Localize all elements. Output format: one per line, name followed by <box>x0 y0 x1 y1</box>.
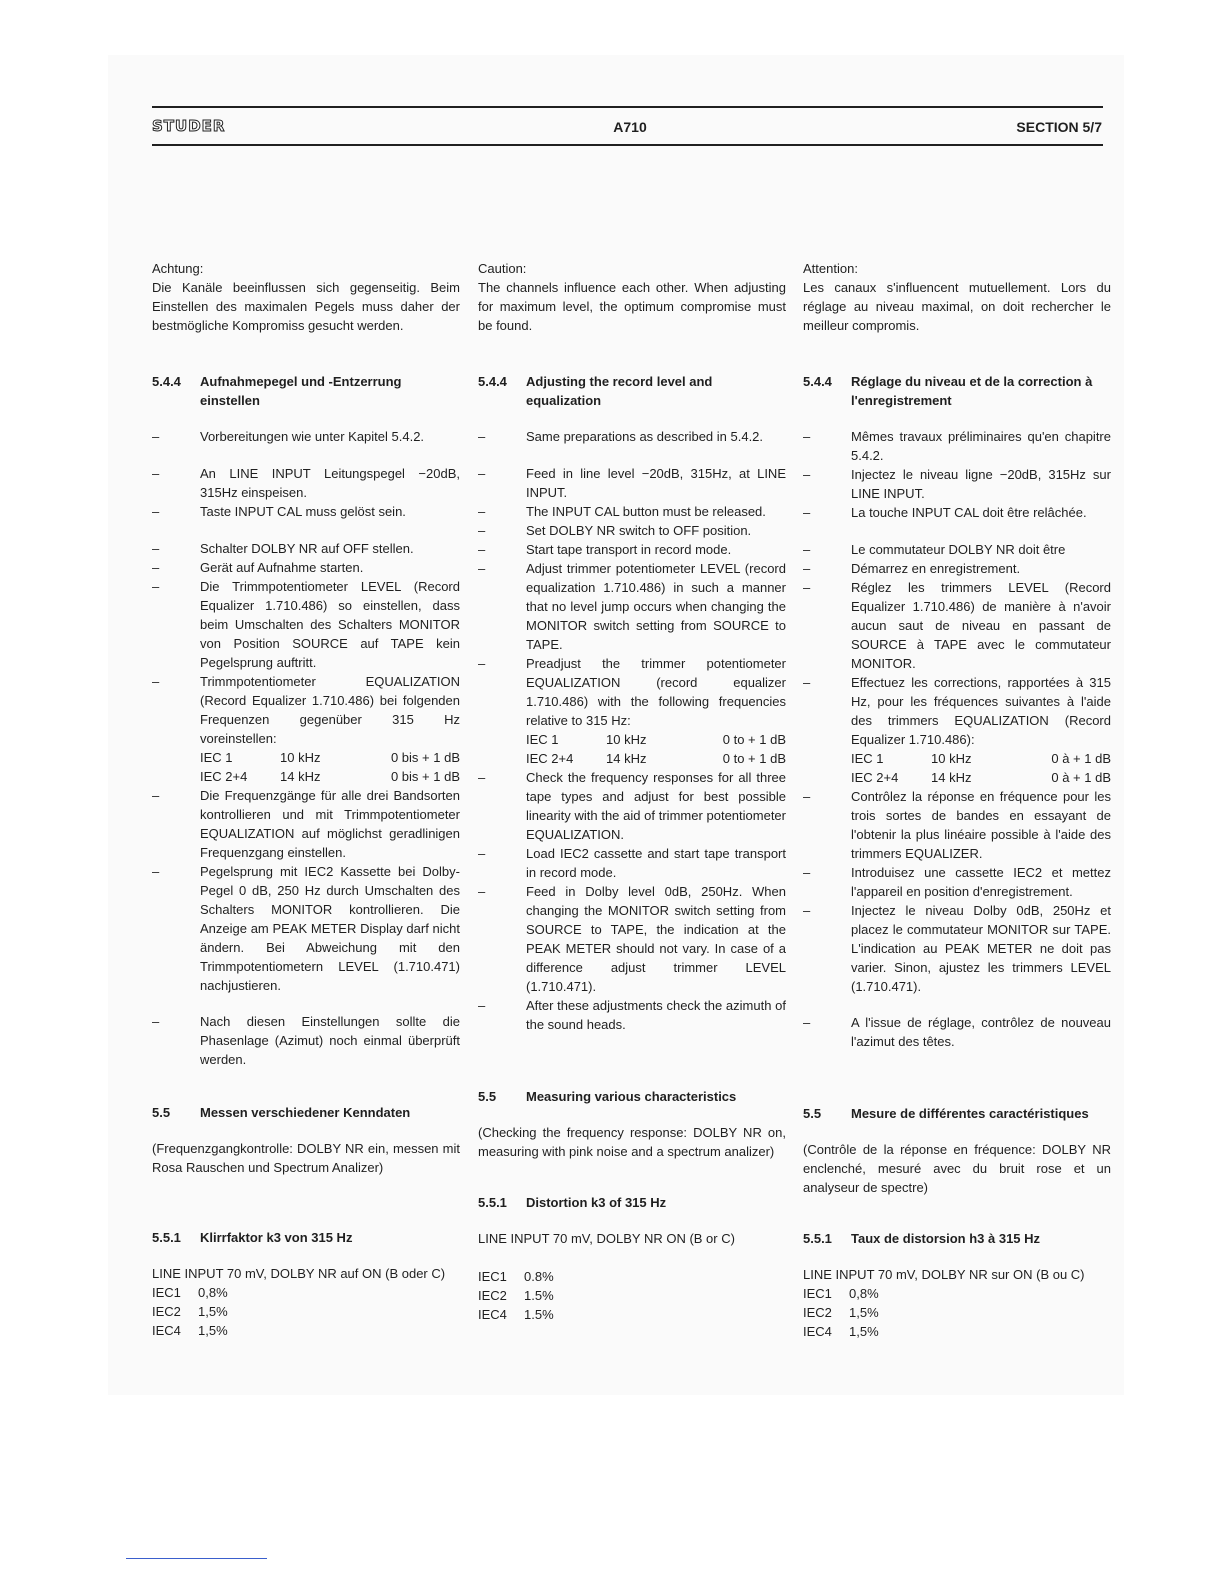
heading-title: Aufnahmepegel und -Entzerrung einstellen <box>200 374 402 408</box>
list-item: – Injectez le niveau ligne −20dB, 315Hz sur LINE INPUT. <box>803 467 1111 501</box>
caution-label: Attention: <box>803 261 858 276</box>
measurement-row: IEC4 1,5% <box>803 1324 879 1339</box>
list-item: – Le commutateur DOLBY NR doit être <box>803 542 1066 557</box>
list-item: – Feed in line level −20dB, 315Hz, at LINE INPUT. <box>478 466 786 500</box>
footnote-rule <box>126 1558 267 1559</box>
caution-text: Die Kanäle beeinflussen sich gegenseitig. Beim Einstellen des maximalen Pegels muss daher der bestmögliche Kompromiss gesucht werden. <box>152 280 460 333</box>
list-item: – Check the frequency responses for all three tape types and adjust for best possible linearity with the aid of trimmer potentiometer EQUALIZATION. <box>478 770 786 842</box>
eq-row: IEC 2+4 14 kHz 0 à + 1 dB <box>851 770 1111 785</box>
studer-logo: STUDER <box>152 117 226 135</box>
list-item: – Preadjust the trimmer potentiometer EQUALIZATION (record equalizer 1.710.486) with the following frequencies relative to 315 Hz: IEC 1 10 kHz 0 to + 1 dB IEC 2+4 14 kHz 0 to + 1 dB <box>478 656 786 766</box>
list-item: – Feed in Dolby level 0dB, 250Hz. When changing the MONITOR switch setting from SOURCE to TAPE, the indication at the PEAK METER should not vary. In case of a difference adjust trimmer LEVEL (1.710.471). <box>478 884 786 994</box>
heading-5-5: 5.5 Measuring various characteristics <box>478 1089 737 1104</box>
list-item: – Mêmes travaux préliminaires qu'en chapitre 5.4.2. <box>803 429 1111 463</box>
eq-row: IEC 1 10 kHz 0 bis + 1 dB <box>200 750 460 765</box>
section-5-5-text: (Frequenzgangkontrolle: DOLBY NR ein, messen mit Rosa Rauschen und Spectrum Analizer) <box>152 1141 460 1175</box>
list-item: – La touche INPUT CAL doit être relâchée. <box>803 505 1087 520</box>
list-item: – Schalter DOLBY NR auf OFF stellen. <box>152 541 414 556</box>
list-item: – Effectuez les corrections, rapportées à 315 Hz, pour les fréquences suivantes à l'aide des trimmers EQUALIZATION (Record Equalizer 1.710.486): IEC 1 10 kHz 0 à + 1 dB IEC 2+4 14 kHz 0 à + 1 dB <box>803 675 1111 785</box>
list-item: – Gerät auf Aufnahme starten. <box>152 560 364 575</box>
section-number: SECTION 5/7 <box>1016 119 1102 135</box>
section-5-5-1-text: LINE INPUT 70 mV, DOLBY NR auf ON (B oder C) <box>152 1266 446 1281</box>
eq-row: IEC 2+4 14 kHz 0 to + 1 dB <box>526 751 786 766</box>
section-5-5-text: (Contrôle de la réponse en fréquence: DOLBY NR enclenché, mesuré avec du bruit rose et un analyseur de spectre) <box>803 1142 1111 1195</box>
eq-row: IEC 2+4 14 kHz 0 bis + 1 dB <box>200 769 460 784</box>
list-item: – An LINE INPUT Leitungspegel −20dB, 315Hz einspeisen. <box>152 466 460 500</box>
list-item: – Vorbereitungen wie unter Kapitel 5.4.2. <box>152 429 425 444</box>
heading-5-5: 5.5 Messen verschiedener Kenndaten <box>152 1105 411 1120</box>
eq-row: IEC 1 10 kHz 0 to + 1 dB <box>526 732 786 747</box>
column-english <box>478 259 786 1324</box>
measurement-row: IEC2 1,5% <box>152 1304 228 1319</box>
list-item: – Die Trimmpotentiometer LEVEL (Record Equalizer 1.710.486) so einstellen, dass beim Umschalten des Schalters MONITOR von Position SOURCE auf TAPE kein Pegelsprung auftritt. <box>152 579 460 670</box>
list-item: – Réglez les trimmers LEVEL (Record Equalizer 1.710.486) de manière à n'avoir aucun saut de niveau en passant de SOURCE à TAPE avec le commutateur MONITOR. <box>803 580 1111 671</box>
list-item: – Load IEC2 cassette and start tape transport in record mode. <box>478 846 786 880</box>
list-item: – Adjust trimmer potentiometer LEVEL (record equalization 1.710.486) in such a manner that no level jump occurs when changing the MONITOR switch setting from SOURCE to TAPE. <box>478 561 786 652</box>
heading-5-5-1: 5.5.1 Distortion k3 of 315 Hz <box>478 1195 667 1210</box>
list-item: – Introduisez une cassette IEC2 et mettez l'appareil en position d'enregistrement. <box>803 865 1111 899</box>
heading-5-4-4 <box>152 372 460 410</box>
measurement-row: IEC1 0,8% <box>152 1285 228 1300</box>
model-number: A710 <box>613 119 647 135</box>
header-rule-top <box>152 106 1103 108</box>
heading-number: 5.4.4 <box>152 374 181 389</box>
heading-5-4-4: 5.4.4 Adjusting the record level and equalization <box>478 374 713 408</box>
list-item: – Injectez le niveau Dolby 0dB, 250Hz et placez le commutateur MONITOR sur TAPE. L'indication au PEAK METER ne doit pas varier. Sinon, ajustez les trimmers LEVEL (1.710.471). <box>803 903 1111 994</box>
list-item: – After these adjustments check the azimuth of the sound heads. <box>478 998 786 1032</box>
list-item: – Pegelsprung mit IEC2 Kassette bei Dolby-Pegel 0 dB, 250 Hz durch Umschalten des Schalters MONITOR kontrollieren. Die Anzeige am PEAK METER Display darf nicht ändern. Bei Abweichung mit den Trimmpotentiometern LEVEL (1.710.471) nachjustieren. <box>152 864 460 993</box>
list-item: – Same preparations as described in 5.4.2. <box>478 429 764 444</box>
list-item: – Start tape transport in record mode. <box>478 542 732 557</box>
measurement-row: IEC1 0,8% <box>803 1286 879 1301</box>
list-item: – Taste INPUT CAL muss gelöst sein. <box>152 504 406 519</box>
caution-label: Caution: <box>478 261 527 276</box>
caution-text: The channels influence each other. When adjusting for maximum level, the optimum compromise must be found. <box>478 280 786 333</box>
list-item: – The INPUT CAL button must be released. <box>478 504 766 519</box>
measurement-row: IEC4 1.5% <box>478 1307 554 1322</box>
header-rule-bottom <box>152 144 1103 146</box>
heading-5-5-1: 5.5.1 Klirrfaktor k3 von 315 Hz <box>152 1230 353 1245</box>
list-item: – Die Frequenzgänge für alle drei Bandsorten kontrollieren und mit Trimmpotentiometer EQUALIZATION auf möglichst geradlinigen Frequenzgang einstellen. <box>152 788 460 860</box>
list-item: – Contrôlez la réponse en fréquence pour les trois sortes de bandes en essayant de l'obtenir la plus linéaire possible à l'aide des trimmers EQUALIZER. <box>803 789 1111 861</box>
list-item: – A l'issue de réglage, contrôlez de nouveau l'azimut des têtes. <box>803 1015 1111 1049</box>
measurement-row: IEC2 1.5% <box>478 1288 554 1303</box>
list-item: – Nach diesen Einstellungen sollte die Phasenlage (Azimut) noch einmal überprüft werden. <box>152 1014 460 1067</box>
column-french <box>803 259 1111 1341</box>
section-5-5-text: (Checking the frequency response: DOLBY NR on, measuring with pink noise and a spectrum analizer) <box>478 1125 786 1159</box>
measurement-row: IEC1 0.8% <box>478 1269 554 1284</box>
column-german <box>152 259 460 1340</box>
eq-row: IEC 1 10 kHz 0 à + 1 dB <box>851 751 1111 766</box>
section-5-5-1-text: LINE INPUT 70 mV, DOLBY NR ON (B or C) <box>478 1231 735 1246</box>
heading-5-5: 5.5 Mesure de différentes caractéristiques <box>803 1106 1089 1121</box>
caution-text: Les canaux s'influencent mutuellement. Lors du réglage au niveau maximal, on doit rechercher le meilleur compromis. <box>803 280 1111 333</box>
measurement-row: IEC2 1,5% <box>803 1305 879 1320</box>
list-item: – Set DOLBY NR switch to OFF position. <box>478 523 752 538</box>
list-item: – Trimmpotentiometer EQUALIZATION (Record Equalizer 1.710.486) bei folgenden Frequenzen gegenüber 315 Hz voreinstellen: IEC 1 10 kHz 0 bis + 1 dB IEC 2+4 14 kHz 0 bis + 1 dB <box>152 674 460 784</box>
heading-5-5-1: 5.5.1 Taux de distorsion h3 à 315 Hz <box>803 1231 1041 1246</box>
caution-label: Achtung: <box>152 261 204 276</box>
heading-5-4-4: 5.4.4 Réglage du niveau et de la correction à l'enregistrement <box>803 374 1093 408</box>
list-item: – Démarrez en enregistrement. <box>803 561 1021 576</box>
measurement-row: IEC4 1,5% <box>152 1323 228 1338</box>
section-5-5-1-text: LINE INPUT 70 mV, DOLBY NR sur ON (B ou C) <box>803 1267 1085 1282</box>
